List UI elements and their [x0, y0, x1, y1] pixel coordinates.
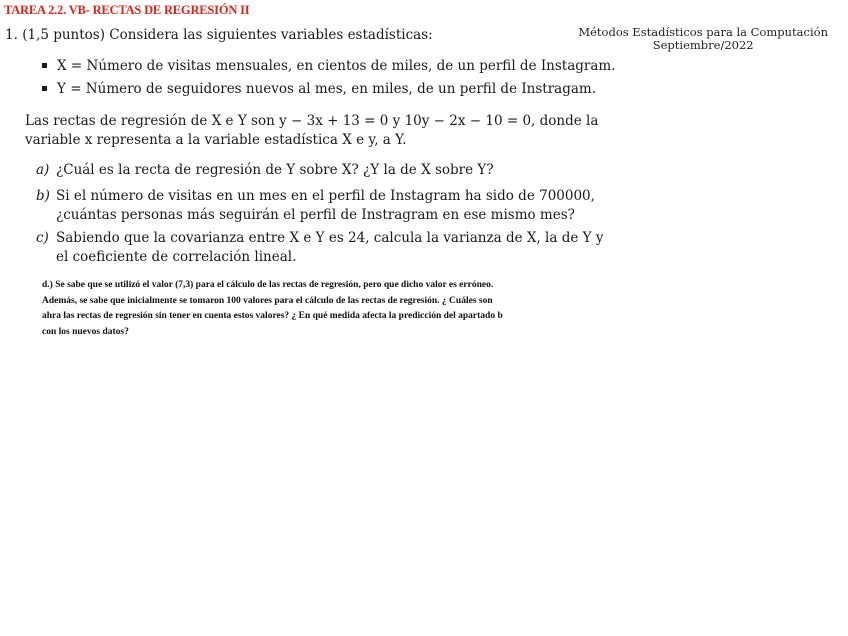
paragraph-line-1: Las rectas de regresión de X e Y son y − 3x + 13 = 0 y 10y − 2x − 10 = 0, donde la [25, 113, 599, 129]
question-intro-text: (1,5 puntos) Considera las siguientes variables estadísticas: [22, 27, 433, 43]
item-b-line-1: Si el número de visitas en un mes en el perfil de Instagram ha sido de 700000, [56, 188, 595, 204]
question-number: 1. [5, 27, 18, 43]
item-c-label: c) [36, 230, 49, 246]
question-intro [5, 26, 433, 45]
item-a-text: ¿Cuál es la recta de regresión de Y sobre X? ¿Y la de X sobre Y? [56, 162, 494, 178]
item-c-line-2: el coeficiente de correlación lineal. [56, 249, 297, 265]
variable-x-text: X = Número de visitas mensuales, en cientos de miles, de un perfil de Instagram. [57, 58, 616, 74]
item-b-label: b) [36, 188, 50, 204]
item-d-line-2: Además, se sabe que inicialmente se tomaron 100 valores para el cálculo de las rectas de regresión. ¿ Cuáles son [42, 295, 493, 306]
item-d-line-3: ahra las rectas de regresión sin tener en cuenta estos valores? ¿ En qué medida afecta la predicción del apartado b [42, 311, 503, 321]
course-header [578, 26, 828, 52]
regression-paragraph [25, 112, 598, 150]
item-b-line-2: ¿cuántas personas más seguirán el perfil de Instragram en ese mismo mes? [56, 207, 575, 223]
variable-y-text: Y = Número de seguidores nuevos al mes, en miles, de un perfil de Instragam. [57, 81, 597, 97]
paragraph-line-2: variable x representa a la variable estadística X e y, a Y. [25, 132, 407, 148]
item-c-line-1: Sabiendo que la covarianza entre X e Y es 24, calcula la varianza de X, la de Y y [56, 230, 604, 246]
item-d-line-1: d.) Se sabe que se utilizó el valor (7,3) para el cálculo de las rectas de regresión, pero que dicho valor es erróneo. [42, 280, 494, 290]
item-d [42, 278, 503, 340]
item-b [36, 187, 595, 225]
item-a [36, 161, 494, 180]
item-c [36, 229, 603, 267]
variable-x-item [42, 58, 616, 74]
course-date: Septiembre/2022 [652, 38, 754, 52]
course-name: Métodos Estadísticos para la Computación [578, 25, 828, 39]
bullet-icon [42, 63, 47, 68]
item-d-line-4: con los nuevos datos? [42, 326, 129, 337]
variable-y-item [42, 81, 596, 97]
task-title: TAREA 2.2. VB- RECTAS DE REGRESIÓN II [4, 3, 250, 17]
item-a-label: a) [36, 162, 50, 178]
bullet-icon [42, 86, 47, 91]
